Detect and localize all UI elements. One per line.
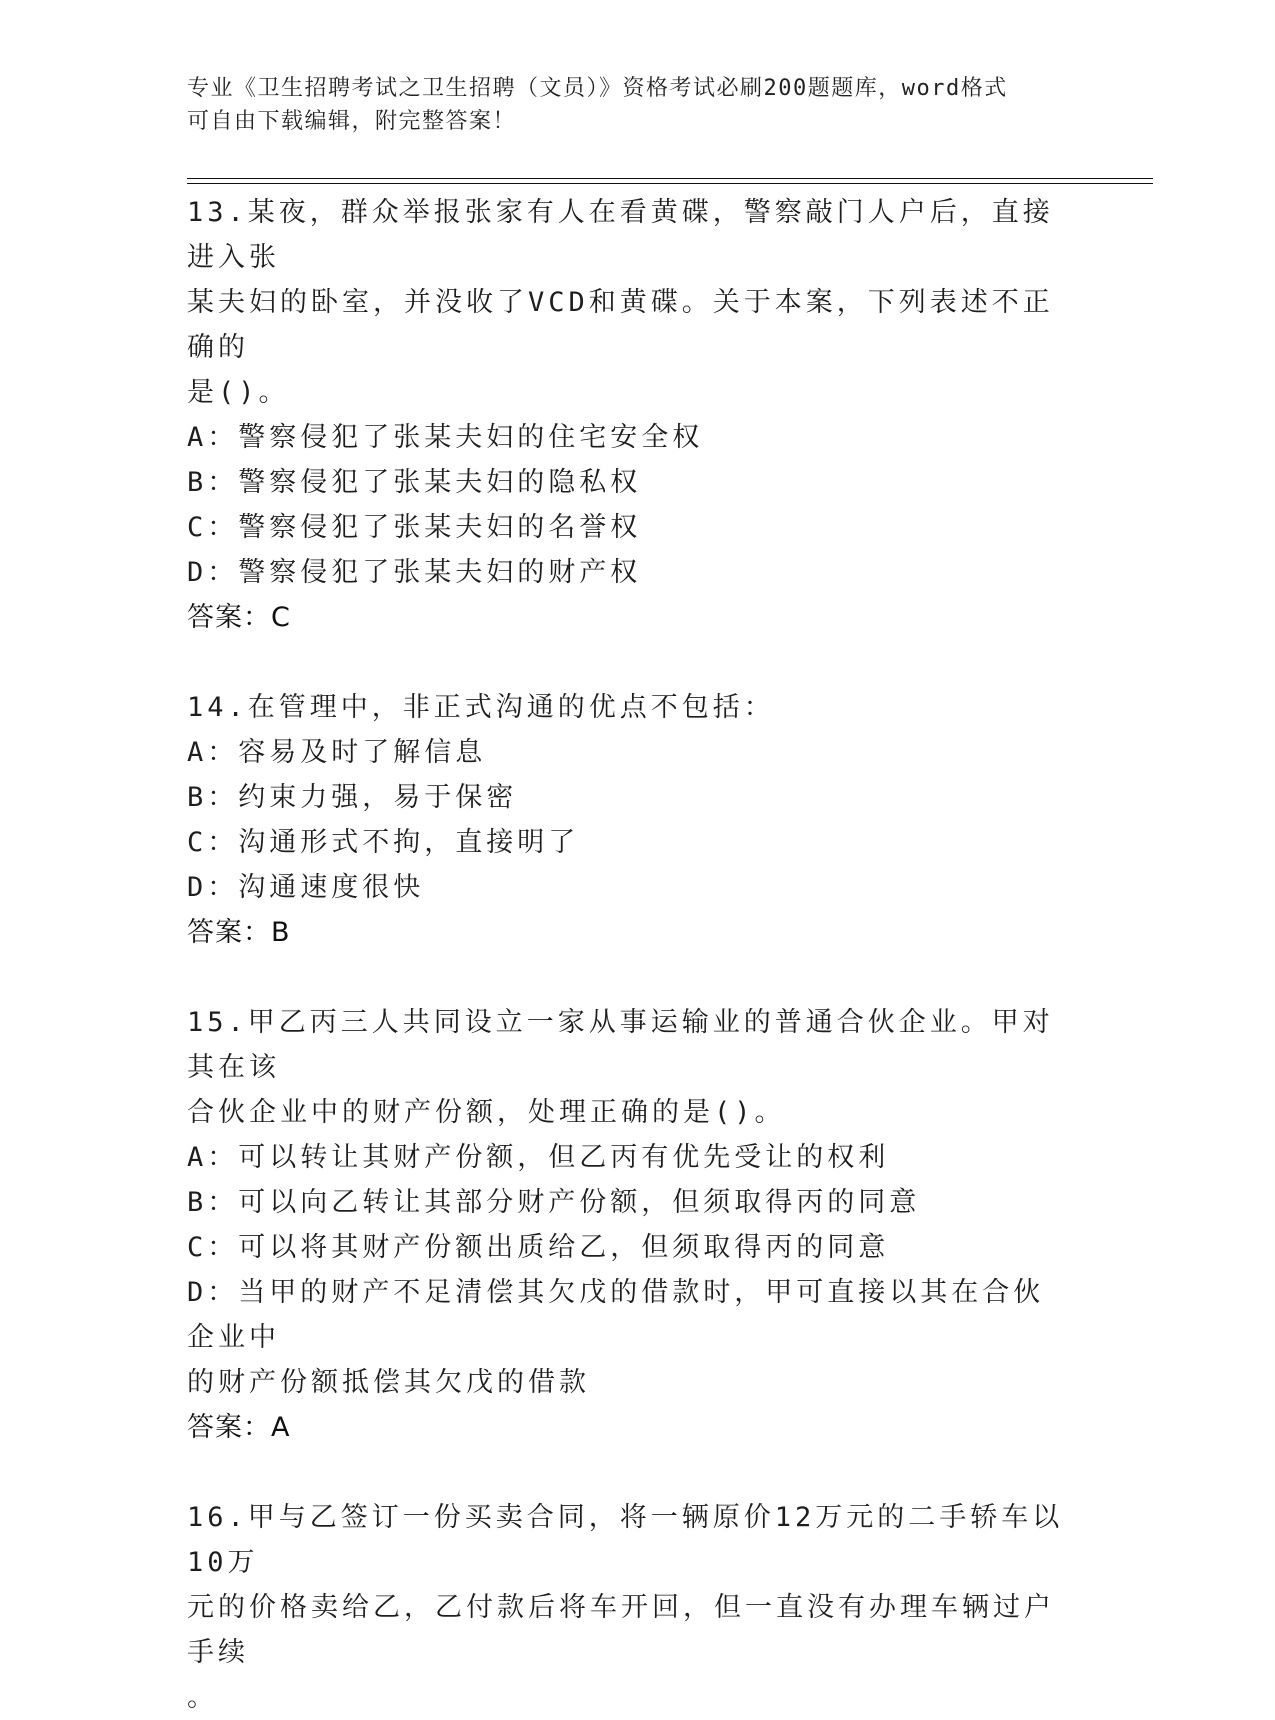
option-a: A：警察侵犯了张某夫妇的住宅安全权 bbox=[187, 422, 704, 453]
question-15 bbox=[187, 1000, 1072, 1450]
answer-label: 答案：C bbox=[187, 602, 291, 633]
document-header bbox=[187, 72, 1067, 138]
option-b: B：可以向乙转让其部分财产份额，但须取得丙的同意 bbox=[187, 1187, 921, 1218]
spacer bbox=[187, 640, 1072, 685]
option-c: C：沟通形式不拘，直接明了 bbox=[187, 827, 580, 858]
question-text-line: 是()。 bbox=[187, 377, 290, 408]
option-d: D：当甲的财产不足清偿其欠戊的借款时，甲可直接以其在合伙企业中 bbox=[187, 1277, 1045, 1353]
option-d: D：沟通速度很快 bbox=[187, 872, 425, 903]
option-d-continued: 的财产份额抵偿其欠戊的借款 bbox=[187, 1367, 590, 1398]
question-list bbox=[187, 190, 1072, 1720]
question-text-line: 某夫妇的卧室，并没收了VCD和黄碟。关于本案，下列表述不正确的 bbox=[187, 287, 1054, 363]
header-title-line-2: 可自由下载编辑，附完整答案！ bbox=[187, 109, 517, 134]
question-text-line: 元的价格卖给乙，乙付款后将车开回，但一直没有办理车辆过户手续 bbox=[187, 1592, 1055, 1668]
question-text-line: 。 bbox=[187, 1682, 218, 1713]
header-divider-top bbox=[187, 178, 1153, 179]
question-14 bbox=[187, 685, 1072, 955]
header-divider-bottom bbox=[187, 183, 1153, 184]
question-text-line: 14.在管理中，非正式沟通的优点不包括： bbox=[187, 692, 775, 723]
answer-label: 答案：A bbox=[187, 1412, 291, 1443]
header-title-line-1: 专业《卫生招聘考试之卫生招聘（文员）》资格考试必刷200题题库，word格式 bbox=[187, 76, 1008, 101]
question-text-line: 15.甲乙丙三人共同设立一家从事运输业的普通合伙企业。甲对其在该 bbox=[187, 1007, 1054, 1083]
option-a: A：可以转让其财产份额，但乙丙有优先受让的权利 bbox=[187, 1142, 890, 1173]
option-b: B：约束力强，易于保密 bbox=[187, 782, 518, 813]
option-b: B：警察侵犯了张某夫妇的隐私权 bbox=[187, 467, 642, 498]
question-text-line: 16.甲与乙签订一份买卖合同，将一辆原价12万元的二手轿车以10万 bbox=[187, 1502, 1064, 1578]
option-a: A：容易及时了解信息 bbox=[187, 737, 487, 768]
spacer bbox=[187, 1450, 1072, 1495]
spacer bbox=[187, 955, 1072, 1000]
option-c: C：警察侵犯了张某夫妇的名誉权 bbox=[187, 512, 642, 543]
option-c: C：可以将其财产份额出质给乙，但须取得丙的同意 bbox=[187, 1232, 890, 1263]
option-d: D：警察侵犯了张某夫妇的财产权 bbox=[187, 557, 642, 588]
question-text-line: 13.某夜，群众举报张家有人在看黄碟，警察敲门人户后，直接进入张 bbox=[187, 197, 1054, 273]
question-13 bbox=[187, 190, 1072, 640]
answer-label: 答案：B bbox=[187, 917, 291, 948]
question-16 bbox=[187, 1495, 1072, 1720]
question-text-line: 合伙企业中的财产份额，处理正确的是()。 bbox=[187, 1097, 786, 1128]
